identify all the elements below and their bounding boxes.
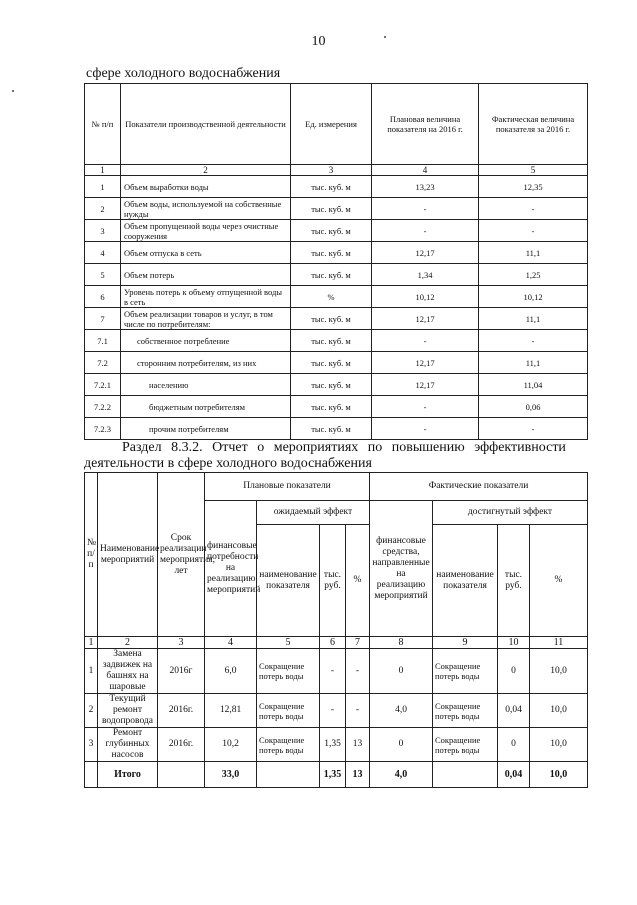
row-fact: 10,12 xyxy=(479,286,588,308)
row-unit: тыс. куб. м xyxy=(291,176,372,198)
row-num: 3 xyxy=(85,220,121,242)
row-plan: 10,12 xyxy=(372,286,479,308)
row-finance: 6,0 xyxy=(205,649,257,694)
section-title xyxy=(122,440,566,456)
row-finance-fact: 4,0 xyxy=(370,694,433,728)
row-name: прочим потребителям xyxy=(121,418,291,440)
t1-index-cell: 1 xyxy=(85,165,121,176)
row-thous-fact: 0 xyxy=(498,649,530,694)
t2-header-num: № п/п xyxy=(85,473,98,637)
row-fact: 11,1 xyxy=(479,352,588,374)
row-thous: 1,35 xyxy=(320,728,346,762)
t1-index-cell: 4 xyxy=(372,165,479,176)
row-name: Объем потерь xyxy=(121,264,291,286)
row-term: 2016г. xyxy=(158,694,205,728)
row-num: 7.2.1 xyxy=(85,374,121,396)
table-row xyxy=(85,330,588,352)
t2-header-achieved: достигнутый эффект xyxy=(433,501,588,525)
section-title-word: по xyxy=(367,440,383,455)
row-pct-fact: 10,0 xyxy=(530,728,588,762)
row-name: Уровень потерь к объему отпущенной воды в сеть xyxy=(121,286,291,308)
row-effect-fact: Сокращение потерь воды xyxy=(433,649,498,694)
row-unit: тыс. куб. м xyxy=(291,198,372,220)
t1-header-indicator: Показатели производственной деятельности xyxy=(121,84,291,165)
row-name: бюджетным потребителям xyxy=(121,396,291,418)
row-plan: - xyxy=(372,418,479,440)
t2-header-fact: Фактические показатели xyxy=(370,473,588,501)
row-fact: - xyxy=(479,198,588,220)
row-name: населению xyxy=(121,374,291,396)
row-name: Ремонт глубинных насосов xyxy=(98,728,158,762)
row-name: Объем пропущенной воды через очистные сооружения xyxy=(121,220,291,242)
t2-header-term: Срок реализации мероприятия, лет xyxy=(158,473,205,637)
row-term: 2016г. xyxy=(158,728,205,762)
row-effect: Сокращение потерь воды xyxy=(257,694,320,728)
t2-header-plan: Плановые показатели xyxy=(205,473,370,501)
row-num: 7.2.2 xyxy=(85,396,121,418)
table-row xyxy=(85,264,588,286)
t1-header-num: № п/п xyxy=(85,84,121,165)
section-title-word: повышению xyxy=(391,440,465,455)
row-name: Текущий ремонт водопровода xyxy=(98,694,158,728)
scan-speck xyxy=(12,90,14,92)
t2-index-cell: 7 xyxy=(346,637,370,649)
t2-header-name: Наименование мероприятий xyxy=(98,473,158,637)
table-row xyxy=(85,694,588,728)
row-num: 4 xyxy=(85,242,121,264)
row-unit: тыс. куб. м xyxy=(291,418,372,440)
row-fact: 1,25 xyxy=(479,264,588,286)
row-pct: - xyxy=(346,649,370,694)
t2-index-cell: 6 xyxy=(320,637,346,649)
t2-header-finance-fact: финансовые средства, направленные на реализацию мероприятий xyxy=(370,501,433,637)
total-num-cell xyxy=(85,762,98,788)
row-finance-fact: 0 xyxy=(370,649,433,694)
t2-header-expected: ожидаемый эффект xyxy=(257,501,370,525)
row-unit: тыс. куб. м xyxy=(291,242,372,264)
t2-index-cell: 5 xyxy=(257,637,320,649)
total-thous: 1,35 xyxy=(320,762,346,788)
row-name: собственное потребление xyxy=(121,330,291,352)
section-title-word: 8.3.2. xyxy=(171,440,203,455)
row-thous: - xyxy=(320,694,346,728)
table1-index-row xyxy=(85,165,588,176)
row-num: 7.2.3 xyxy=(85,418,121,440)
row-plan: - xyxy=(372,198,479,220)
t2-header-finance-plan: финансовые потребности на реализацию мероприятий xyxy=(205,501,257,637)
row-pct-fact: 10,0 xyxy=(530,694,588,728)
row-plan: 12,17 xyxy=(372,242,479,264)
row-name: Объем отпуска в сеть xyxy=(121,242,291,264)
row-fact: 12,35 xyxy=(479,176,588,198)
row-plan: 12,17 xyxy=(372,352,479,374)
row-unit: тыс. куб. м xyxy=(291,220,372,242)
t2-header-pct: % xyxy=(346,525,370,637)
section-title-word: Раздел xyxy=(122,440,162,455)
table-row xyxy=(85,728,588,762)
t1-index-cell: 5 xyxy=(479,165,588,176)
table-row xyxy=(85,198,588,220)
row-finance: 10,2 xyxy=(205,728,257,762)
t1-index-cell: 3 xyxy=(291,165,372,176)
row-name: сторонним потребителям, из них xyxy=(121,352,291,374)
t2-index-cell: 11 xyxy=(530,637,588,649)
row-fact: 0,06 xyxy=(479,396,588,418)
row-plan: 13,23 xyxy=(372,176,479,198)
page-number: 10 xyxy=(311,34,326,49)
t2-index-cell: 2 xyxy=(98,637,158,649)
row-thous-fact: 0,04 xyxy=(498,694,530,728)
row-unit: тыс. куб. м xyxy=(291,374,372,396)
section-title-word: о xyxy=(257,440,265,455)
row-effect-fact: Сокращение потерь воды xyxy=(433,694,498,728)
row-plan: 12,17 xyxy=(372,308,479,330)
row-num: 2 xyxy=(85,198,121,220)
t2-header-thous: тыс. руб. xyxy=(320,525,346,637)
table1-header-row xyxy=(85,84,588,165)
row-finance-fact: 0 xyxy=(370,728,433,762)
row-thous-fact: 0 xyxy=(498,728,530,762)
table-row xyxy=(85,242,588,264)
section-title-word: эффективности xyxy=(474,440,566,455)
row-fact: 11,04 xyxy=(479,374,588,396)
t2-index-cell: 9 xyxy=(433,637,498,649)
row-unit: тыс. куб. м xyxy=(291,308,372,330)
row-plan: - xyxy=(372,330,479,352)
row-effect-fact: Сокращение потерь воды xyxy=(433,728,498,762)
t2-header-pct: % xyxy=(530,525,588,637)
row-num: 7.1 xyxy=(85,330,121,352)
section-title-word: Отчет xyxy=(212,440,248,455)
row-fact: - xyxy=(479,418,588,440)
row-plan: - xyxy=(372,220,479,242)
t2-index-cell: 8 xyxy=(370,637,433,649)
total-finance-fact: 4,0 xyxy=(370,762,433,788)
row-term: 2016г xyxy=(158,649,205,694)
row-num: 5 xyxy=(85,264,121,286)
table2-header-row xyxy=(85,473,588,501)
t1-header-fact: Фактическая величина показателя за 2016 г. xyxy=(479,84,588,165)
row-fact: - xyxy=(479,220,588,242)
t2-index-cell: 3 xyxy=(158,637,205,649)
total-effect-cell xyxy=(257,762,320,788)
row-effect: Сокращение потерь воды xyxy=(257,728,320,762)
t2-index-cell: 4 xyxy=(205,637,257,649)
row-name: Объем воды, используемой на собственные нужды xyxy=(121,198,291,220)
section-title-line2: деятельности в сфере холодного водоснабжения xyxy=(84,456,372,471)
table-row xyxy=(85,396,588,418)
row-unit: тыс. куб. м xyxy=(291,352,372,374)
row-thous: - xyxy=(320,649,346,694)
row-num: 1 xyxy=(85,649,98,694)
table1-caption: сфере холодного водоснабжения xyxy=(86,66,281,81)
row-plan: - xyxy=(372,396,479,418)
total-effect-fact-cell xyxy=(433,762,498,788)
table-row xyxy=(85,374,588,396)
production-indicators-table xyxy=(84,83,588,440)
table-total-row xyxy=(85,762,588,788)
row-num: 3 xyxy=(85,728,98,762)
table-row xyxy=(85,418,588,440)
row-pct: 13 xyxy=(346,728,370,762)
row-num: 7 xyxy=(85,308,121,330)
total-pct-fact: 10,0 xyxy=(530,762,588,788)
row-pct: - xyxy=(346,694,370,728)
table-row xyxy=(85,308,588,330)
table-row xyxy=(85,286,588,308)
total-thous-fact: 0,04 xyxy=(498,762,530,788)
t1-header-unit: Ед. измерения xyxy=(291,84,372,165)
t1-header-plan: Плановая величина показателя на 2016 г. xyxy=(372,84,479,165)
row-fact: 11,1 xyxy=(479,308,588,330)
total-label: Итого xyxy=(98,762,158,788)
row-unit: тыс. куб. м xyxy=(291,396,372,418)
row-effect: Сокращение потерь воды xyxy=(257,649,320,694)
t2-header-indicator: наименование показателя xyxy=(257,525,320,637)
table-row xyxy=(85,649,588,694)
row-pct-fact: 10,0 xyxy=(530,649,588,694)
section-title-word: мероприятиях xyxy=(273,440,359,455)
row-fact: - xyxy=(479,330,588,352)
row-fact: 11,1 xyxy=(479,242,588,264)
t2-header-indicator: наименование показателя xyxy=(433,525,498,637)
row-unit: % xyxy=(291,286,372,308)
total-finance: 33,0 xyxy=(205,762,257,788)
row-num: 1 xyxy=(85,176,121,198)
row-name: Объем выработки воды xyxy=(121,176,291,198)
table-row xyxy=(85,220,588,242)
t2-header-thous: тыс. руб. xyxy=(498,525,530,637)
t2-index-cell: 10 xyxy=(498,637,530,649)
row-plan: 1,34 xyxy=(372,264,479,286)
row-plan: 12,17 xyxy=(372,374,479,396)
total-term-cell xyxy=(158,762,205,788)
row-num: 6 xyxy=(85,286,121,308)
table2-index-row xyxy=(85,637,588,649)
table-row xyxy=(85,176,588,198)
row-finance: 12,81 xyxy=(205,694,257,728)
row-unit: тыс. куб. м xyxy=(291,330,372,352)
row-num: 2 xyxy=(85,694,98,728)
t1-index-cell: 2 xyxy=(121,165,291,176)
efficiency-measures-table xyxy=(84,472,588,788)
row-num: 7.2 xyxy=(85,352,121,374)
table-row xyxy=(85,352,588,374)
t2-index-cell: 1 xyxy=(85,637,98,649)
row-name: Замена задвижек на башнях на шаровые xyxy=(98,649,158,694)
scan-speck xyxy=(384,36,386,38)
total-pct: 13 xyxy=(346,762,370,788)
row-name: Объем реализации товаров и услуг, в том числе по потребителям: xyxy=(121,308,291,330)
row-unit: тыс. куб. м xyxy=(291,264,372,286)
